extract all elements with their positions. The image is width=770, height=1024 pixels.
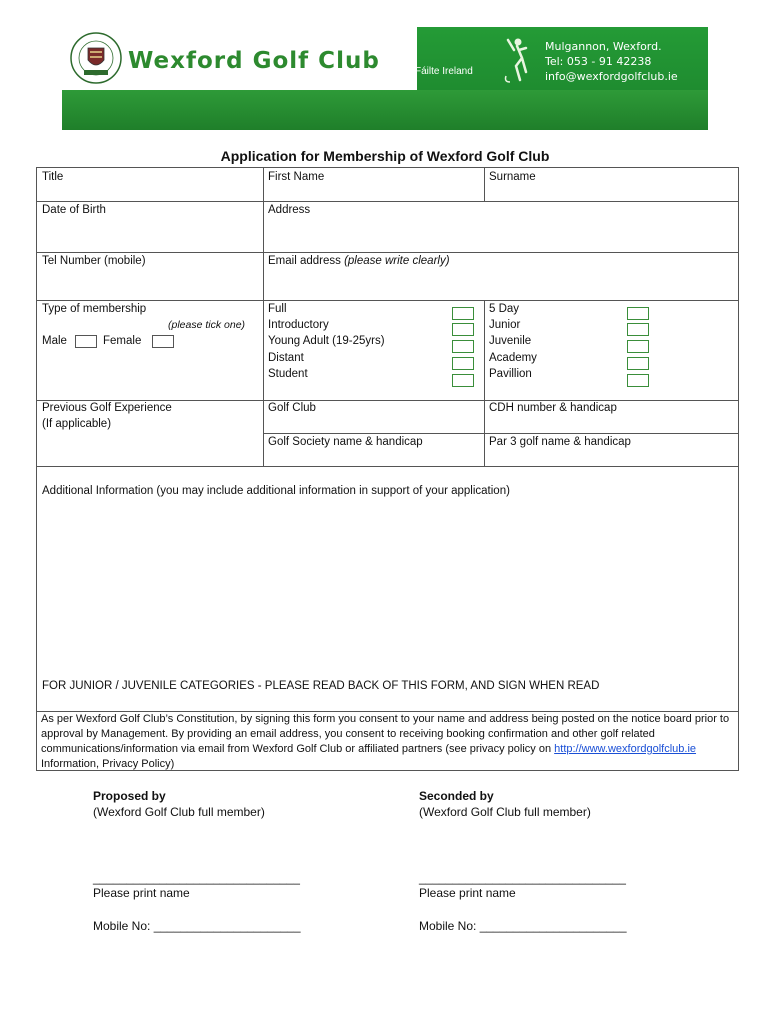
- club-crest-icon: [70, 32, 122, 84]
- if-applicable-label: (If applicable): [42, 418, 112, 430]
- consent-tail: Information, Privacy Policy): [41, 758, 175, 770]
- proposed-by-label: Proposed by: [93, 789, 166, 803]
- par3-label: Par 3 golf name & handicap: [489, 436, 631, 448]
- contact-address: Mulgannon, Wexford.: [545, 40, 662, 53]
- address-label: Address: [268, 204, 311, 216]
- proposed-signature-line: _______________________________: [93, 871, 300, 885]
- form-title: Application for Membership of Wexford Golf Club: [220, 148, 550, 164]
- tel-label: Tel Number (mobile): [42, 255, 146, 267]
- membership-type-label: Type of membership: [42, 303, 147, 315]
- first-name-label: First Name: [268, 171, 325, 183]
- title-label: Title: [42, 171, 64, 183]
- banner-stripe: [62, 90, 708, 130]
- membership-option-distant: Distant: [268, 352, 304, 364]
- membership-option-full: Full: [268, 303, 287, 315]
- dob-label: Date of Birth: [42, 204, 106, 216]
- email-label-text: Email address: [268, 255, 341, 267]
- shamrock-icon: [402, 66, 414, 78]
- checkbox-junior[interactable]: [627, 323, 649, 336]
- consent-body: As per Wexford Golf Club’s Constitution, by signing this form you consent to your name and address being posted on the notice board prior to approval by Management. By providing an email address, you consent to receiving booking confirmation and other golf related communications/information via email from Wexford Golf Club or affiliated partners (see privacy policy on: [41, 713, 730, 755]
- membership-option-academy: Academy: [489, 352, 537, 364]
- failte-ireland-text: Fáilte Ireland: [415, 66, 473, 77]
- proposed-print-name: Please print name: [93, 886, 190, 900]
- membership-option-juvenile: Juvenile: [489, 335, 532, 347]
- club-name: Wexford Golf Club: [128, 48, 380, 74]
- seconded-print-name: Please print name: [419, 886, 516, 900]
- contact-tel: Tel: 053 - 91 42238: [545, 55, 652, 68]
- female-label: Female: [103, 335, 142, 347]
- contact-details: [545, 39, 678, 84]
- golf-society-label: Golf Society name & handicap: [268, 436, 423, 448]
- tick-note: (please tick one): [168, 319, 246, 331]
- checkbox-student[interactable]: [452, 374, 474, 387]
- female-checkbox[interactable]: [152, 335, 174, 348]
- membership-option-pavillion: Pavillion: [489, 368, 532, 380]
- seconded-mobile: Mobile No: ______________________: [419, 919, 627, 933]
- membership-option-5-day: 5 Day: [489, 303, 520, 315]
- seconded-member-note: (Wexford Golf Club full member): [419, 805, 591, 819]
- seconded-by-label: Seconded by: [419, 789, 494, 803]
- checkbox-introductory[interactable]: [452, 323, 474, 336]
- checkbox-distant[interactable]: [452, 357, 474, 370]
- membership-form: [36, 167, 739, 771]
- membership-option-junior: Junior: [489, 319, 521, 331]
- membership-option-young-adult: Young Adult (19-25yrs): [268, 335, 385, 347]
- checkbox-5-day[interactable]: [627, 307, 649, 320]
- checkbox-young-adult[interactable]: [452, 340, 474, 353]
- surname-label: Surname: [489, 171, 536, 183]
- checkbox-full[interactable]: [452, 307, 474, 320]
- failte-ireland-logo: [415, 66, 473, 77]
- golfer-icon: [500, 36, 534, 86]
- consent-text: [41, 712, 736, 772]
- privacy-link[interactable]: http://www.wexfordgolfclub.ie: [554, 743, 697, 755]
- male-label: Male: [42, 335, 67, 347]
- seconded-signature-line: _______________________________: [419, 871, 626, 885]
- membership-option-student: Student: [268, 368, 308, 380]
- proposed-mobile: Mobile No: ______________________: [93, 919, 301, 933]
- proposed-member-note: (Wexford Golf Club full member): [93, 805, 265, 819]
- male-checkbox[interactable]: [75, 335, 97, 348]
- cdh-label: CDH number & handicap: [489, 402, 617, 414]
- checkbox-pavillion[interactable]: [627, 374, 649, 387]
- prev-experience-label: Previous Golf Experience: [42, 402, 172, 414]
- checkbox-juvenile[interactable]: [627, 340, 649, 353]
- additional-info-label: Additional Information (you may include additional information in support of your application): [42, 485, 510, 497]
- checkbox-academy[interactable]: [627, 357, 649, 370]
- membership-option-introductory: Introductory: [268, 319, 329, 331]
- email-note: (please write clearly): [344, 255, 450, 267]
- email-label: [268, 255, 450, 267]
- junior-notice: FOR JUNIOR / JUVENILE CATEGORIES - PLEASE READ BACK OF THIS FORM, AND SIGN WHEN READ: [42, 680, 600, 692]
- contact-email: info@wexfordgolfclub.ie: [545, 70, 678, 83]
- golf-club-label: Golf Club: [268, 402, 316, 414]
